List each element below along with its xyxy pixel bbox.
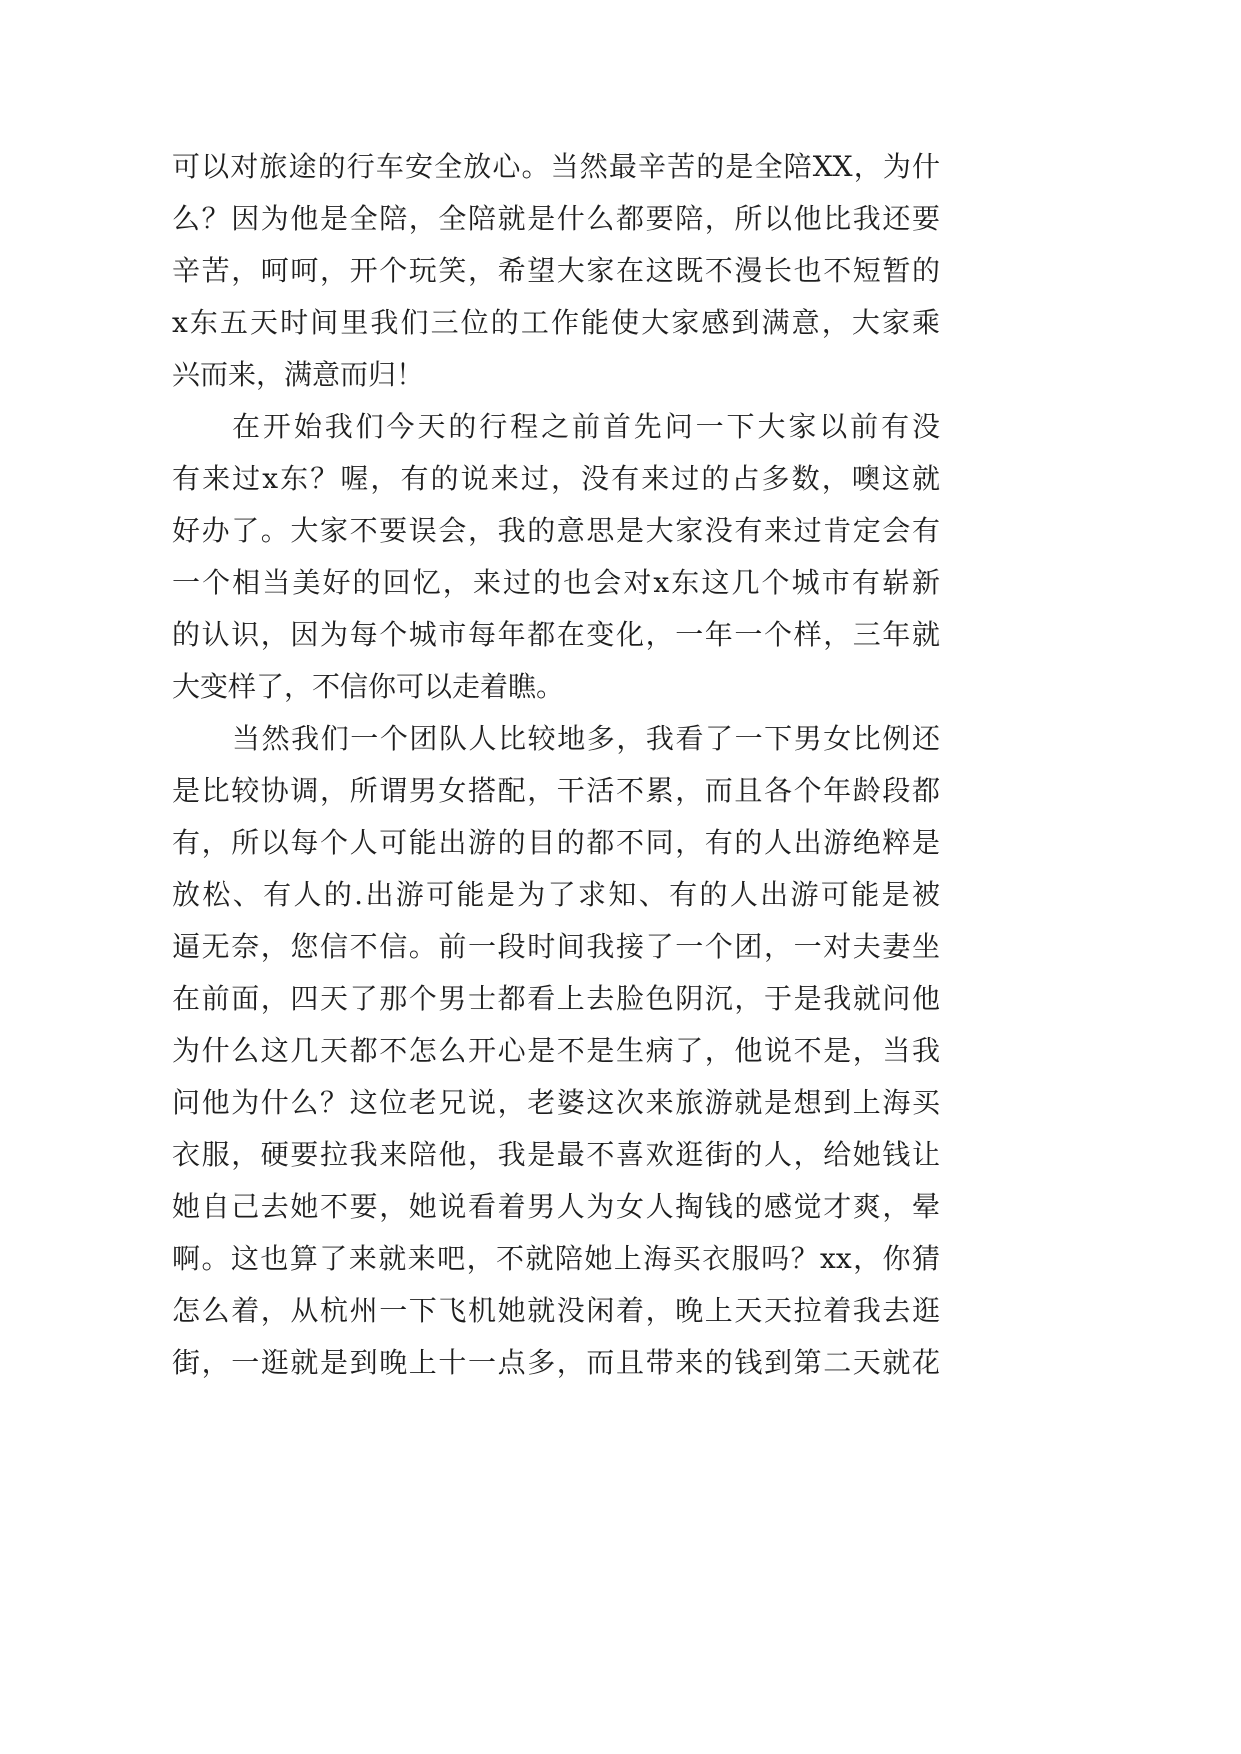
text-line: 是比较协调，所谓男女搭配，干活不累，而且各个年龄段都 — [172, 774, 940, 807]
text-line: 的认识，因为每个城市每年都在变化，一年一个样，三年就 — [172, 618, 940, 651]
body-text — [172, 141, 940, 1389]
paragraph — [172, 401, 940, 713]
text-line: 啊。这也算了来就来吧，不就陪她上海买衣服吗？xx，你猜 — [172, 1242, 940, 1275]
text-line: 么？因为他是全陪，全陪就是什么都要陪，所以他比我还要 — [172, 202, 940, 235]
text-line: 辛苦，呵呵，开个玩笑，希望大家在这既不漫长也不短暂的 — [172, 254, 940, 287]
text-line: 怎么着，从杭州一下飞机她就没闲着，晚上天天拉着我去逛 — [172, 1294, 940, 1327]
text-line: 大变样了，不信你可以走着瞧。 — [172, 670, 565, 703]
text-line: 一个相当美好的回忆，来过的也会对x东这几个城市有崭新 — [172, 566, 940, 599]
text-line: 好办了。大家不要误会，我的意思是大家没有来过肯定会有 — [172, 514, 940, 547]
text-line: x东五天时间里我们三位的工作能使大家感到满意，大家乘 — [172, 306, 940, 339]
text-line: 有，所以每个人可能出游的目的都不同，有的人出游绝粹是 — [172, 826, 940, 859]
text-line: 放松、有人的.出游可能是为了求知、有的人出游可能是被 — [172, 878, 940, 911]
text-line: 街，一逛就是到晚上十一点多，而且带来的钱到第二天就花 — [172, 1346, 940, 1379]
text-line: 她自己去她不要，她说看着男人为女人掏钱的感觉才爽，晕 — [172, 1190, 940, 1223]
text-line: 可以对旅途的行车安全放心。当然最辛苦的是全陪XX，为什 — [172, 150, 940, 183]
text-line: 为什么这几天都不怎么开心是不是生病了，他说不是，当我 — [172, 1034, 940, 1067]
text-line: 在前面，四天了那个男士都看上去脸色阴沉，于是我就问他 — [172, 982, 940, 1015]
text-line: 逼无奈，您信不信。前一段时间我接了一个团，一对夫妻坐 — [172, 930, 940, 963]
text-line: 问他为什么？这位老兄说，老婆这次来旅游就是想到上海买 — [172, 1086, 940, 1119]
text-line: 衣服，硬要拉我来陪他，我是最不喜欢逛街的人，给她钱让 — [172, 1138, 940, 1171]
text-line: 兴而来，满意而归！ — [172, 358, 425, 391]
paragraph — [172, 713, 940, 1389]
text-line: 当然我们一个团队人比较地多，我看了一下男女比例还 — [232, 722, 940, 755]
paragraph — [172, 141, 940, 401]
text-line: 在开始我们今天的行程之前首先问一下大家以前有没 — [232, 410, 940, 443]
text-line: 有来过x东？喔，有的说来过，没有来过的占多数，噢这就 — [172, 462, 940, 495]
